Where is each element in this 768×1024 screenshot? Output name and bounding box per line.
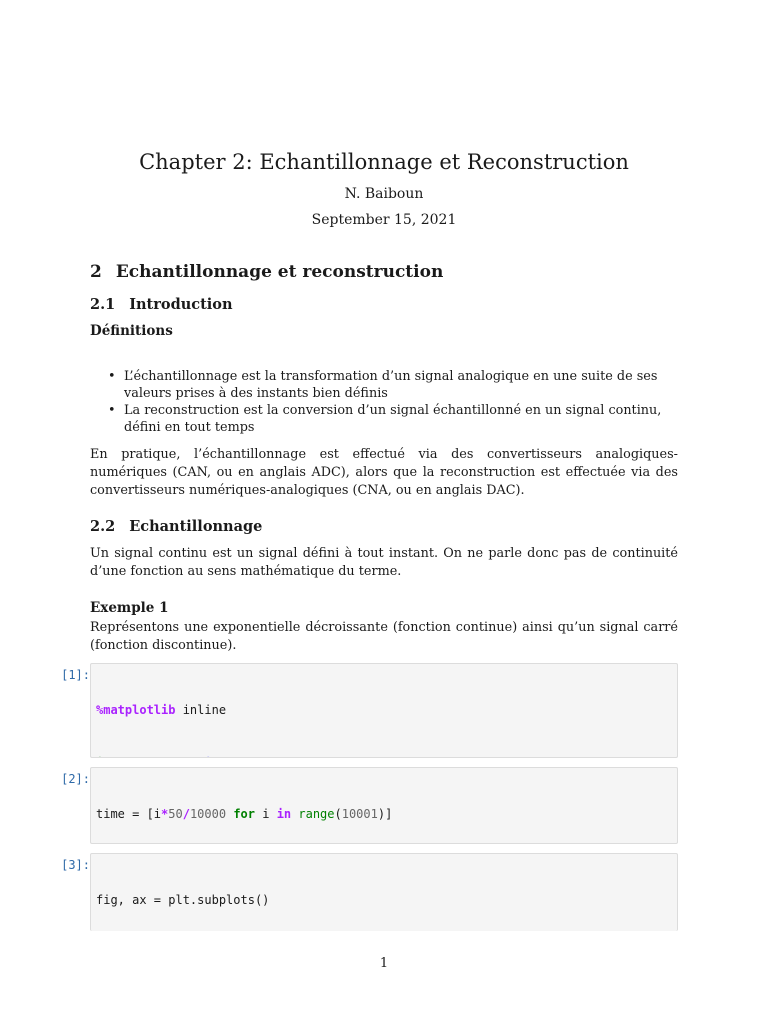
list-item: • L’échantillonnage est la transformation d’un signal analogique en une suite de ses valeurs prises à des instants bien définis bbox=[90, 368, 678, 402]
sampling-paragraph: Un signal continu est un signal défini à tout instant. On ne parle donc pas de continuité d’une fonction au sens mathématique du terme. bbox=[90, 546, 678, 579]
subsection-heading-sampling bbox=[90, 518, 262, 535]
intro-paragraph: En pratique, l’échantillonnage est effectué via des convertisseurs analogiques-numériques (CAN, ou en anglais ADC), alors que la reconstruction est effectuée via des convertisseurs numériques-analogiques (CNA, ou en anglais DAC). bbox=[90, 447, 678, 498]
cell-prompt: [3]: bbox=[61, 858, 90, 872]
cell-prompt: [2]: bbox=[61, 772, 90, 786]
subsection-number: 2.2 bbox=[90, 518, 116, 535]
definitions-heading: Définitions bbox=[90, 323, 173, 339]
section-number: 2 bbox=[90, 262, 102, 282]
example-heading: Exemple 1 bbox=[90, 600, 169, 616]
example-text: Représentons une exponentielle décroissante (fonction continue) ainsi qu’un signal carré (fonction discontinue). bbox=[90, 620, 678, 653]
code-line bbox=[96, 755, 677, 759]
subsection-title: Introduction bbox=[129, 296, 233, 313]
definitions-list bbox=[90, 368, 678, 436]
subsection-number: 2.1 bbox=[90, 296, 116, 313]
subsection-title: Echantillonnage bbox=[129, 518, 263, 535]
document-author: N. Baiboun bbox=[344, 186, 424, 202]
document-title: Chapter 2: Echantillonnage et Reconstruction bbox=[139, 150, 629, 174]
subsection-heading-intro bbox=[90, 296, 233, 313]
cell-prompt: [1]: bbox=[61, 668, 90, 682]
list-item: • La reconstruction est la conversion d’un signal échantillonné en un signal continu, défini en tout temps bbox=[90, 402, 678, 436]
page-number: 1 bbox=[379, 956, 389, 971]
code-line: %matplotlib inline bbox=[96, 703, 227, 717]
code-block[interactable] bbox=[90, 767, 678, 844]
code-block[interactable] bbox=[90, 663, 678, 758]
code-line: fig, ax = plt.subplots() bbox=[96, 893, 270, 907]
code-block[interactable] bbox=[90, 853, 678, 931]
section-title: Echantillonnage et reconstruction bbox=[115, 262, 444, 282]
document-date: September 15, 2021 bbox=[311, 212, 457, 228]
code-line: time = [i*50/10000 for i in range(10001)] bbox=[96, 807, 393, 821]
section-heading bbox=[90, 262, 443, 282]
